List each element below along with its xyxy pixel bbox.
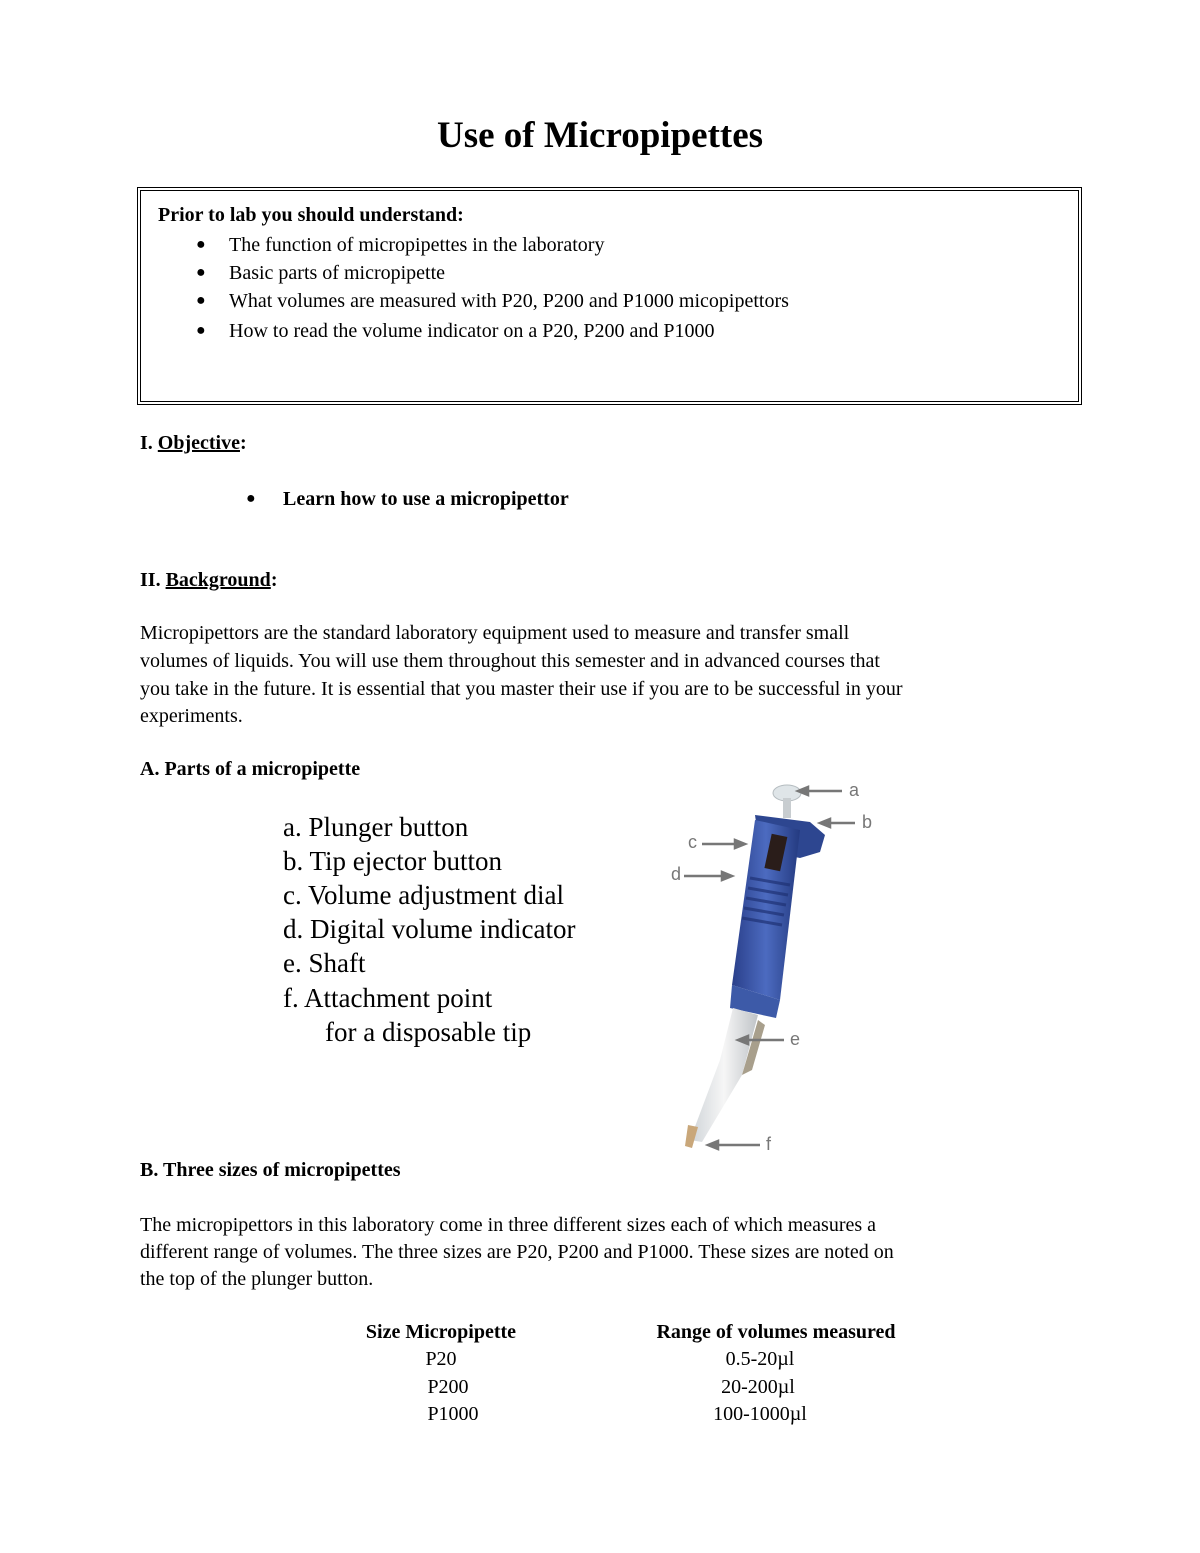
table-header-range: Range of volumes measured	[656, 1321, 896, 1343]
table-cell-size: P200	[427, 1376, 469, 1398]
bullet-icon: ●	[196, 322, 206, 339]
table-header-size: Size Micropipette	[365, 1321, 517, 1343]
objective-item: Learn how to use a micropipettor	[283, 488, 569, 510]
table-cell-range: 0.5-20µl	[725, 1348, 795, 1370]
paragraph-line: you take in the future. It is essential that you master their use if you are to be successful in your	[140, 678, 903, 700]
part-item: e. Shaft	[283, 948, 366, 978]
figure-label-d: d	[671, 864, 682, 884]
colon: :	[239, 432, 247, 454]
figure-label-c: c	[688, 832, 697, 852]
part-item: a. Plunger button	[283, 812, 469, 842]
page-title: Use of Micropipettes	[436, 115, 764, 156]
part-item: d. Digital volume indicator	[283, 914, 576, 944]
part-item: for a disposable tip	[325, 1017, 532, 1047]
paragraph-line: volumes of liquids. You will use them throughout this semester and in advanced courses that	[140, 650, 880, 672]
prereq-item: How to read the volume indicator on a P20, P200 and P1000	[229, 320, 715, 342]
bullet-icon: ●	[196, 236, 206, 253]
bullet-icon: ●	[196, 292, 206, 309]
paragraph-line: the top of the plunger button.	[140, 1268, 374, 1290]
table-cell-range: 20-200µl	[721, 1376, 795, 1398]
section-title: Background	[165, 569, 271, 591]
part-item: c. Volume adjustment dial	[283, 880, 564, 910]
background-heading	[140, 568, 277, 592]
table-cell-size: P1000	[427, 1403, 479, 1425]
part-item: f. Attachment point	[283, 983, 493, 1013]
paragraph-line: Micropipettors are the standard laboratory equipment used to measure and transfer small	[140, 622, 850, 644]
section-number: I.	[140, 432, 153, 454]
prereq-heading: Prior to lab you should understand:	[158, 204, 464, 226]
section-number: II.	[140, 569, 161, 591]
figure-label-b: b	[862, 812, 873, 832]
micropipette-illustration	[640, 770, 900, 1170]
table-cell-range: 100-1000µl	[713, 1403, 807, 1425]
sizes-heading: B. Three sizes of micropipettes	[140, 1159, 401, 1181]
prereq-item: Basic parts of micropipette	[229, 262, 446, 284]
figure-label-f: f	[766, 1134, 772, 1154]
paragraph-line: different range of volumes. The three sizes are P20, P200 and P1000. These sizes are noted on	[140, 1241, 894, 1263]
figure-label-a: a	[849, 780, 860, 800]
paragraph-line: The micropipettors in this laboratory come in three different sizes each of which measures a	[140, 1214, 877, 1236]
prereq-item: What volumes are measured with P20, P200 and P1000 micopipettors	[229, 290, 789, 312]
colon: :	[270, 569, 278, 591]
pipette-shape	[685, 785, 825, 1148]
objective-heading	[140, 431, 247, 455]
section-title: Objective	[157, 432, 240, 454]
bullet-icon: ●	[246, 490, 256, 507]
part-item: b. Tip ejector button	[283, 846, 503, 876]
prereq-item: The function of micropipettes in the laboratory	[229, 234, 605, 256]
table-cell-size: P20	[425, 1348, 457, 1370]
figure-label-e: e	[790, 1029, 801, 1049]
bullet-icon: ●	[196, 264, 206, 281]
paragraph-line: experiments.	[140, 705, 243, 727]
parts-heading: A. Parts of a micropipette	[140, 758, 361, 780]
